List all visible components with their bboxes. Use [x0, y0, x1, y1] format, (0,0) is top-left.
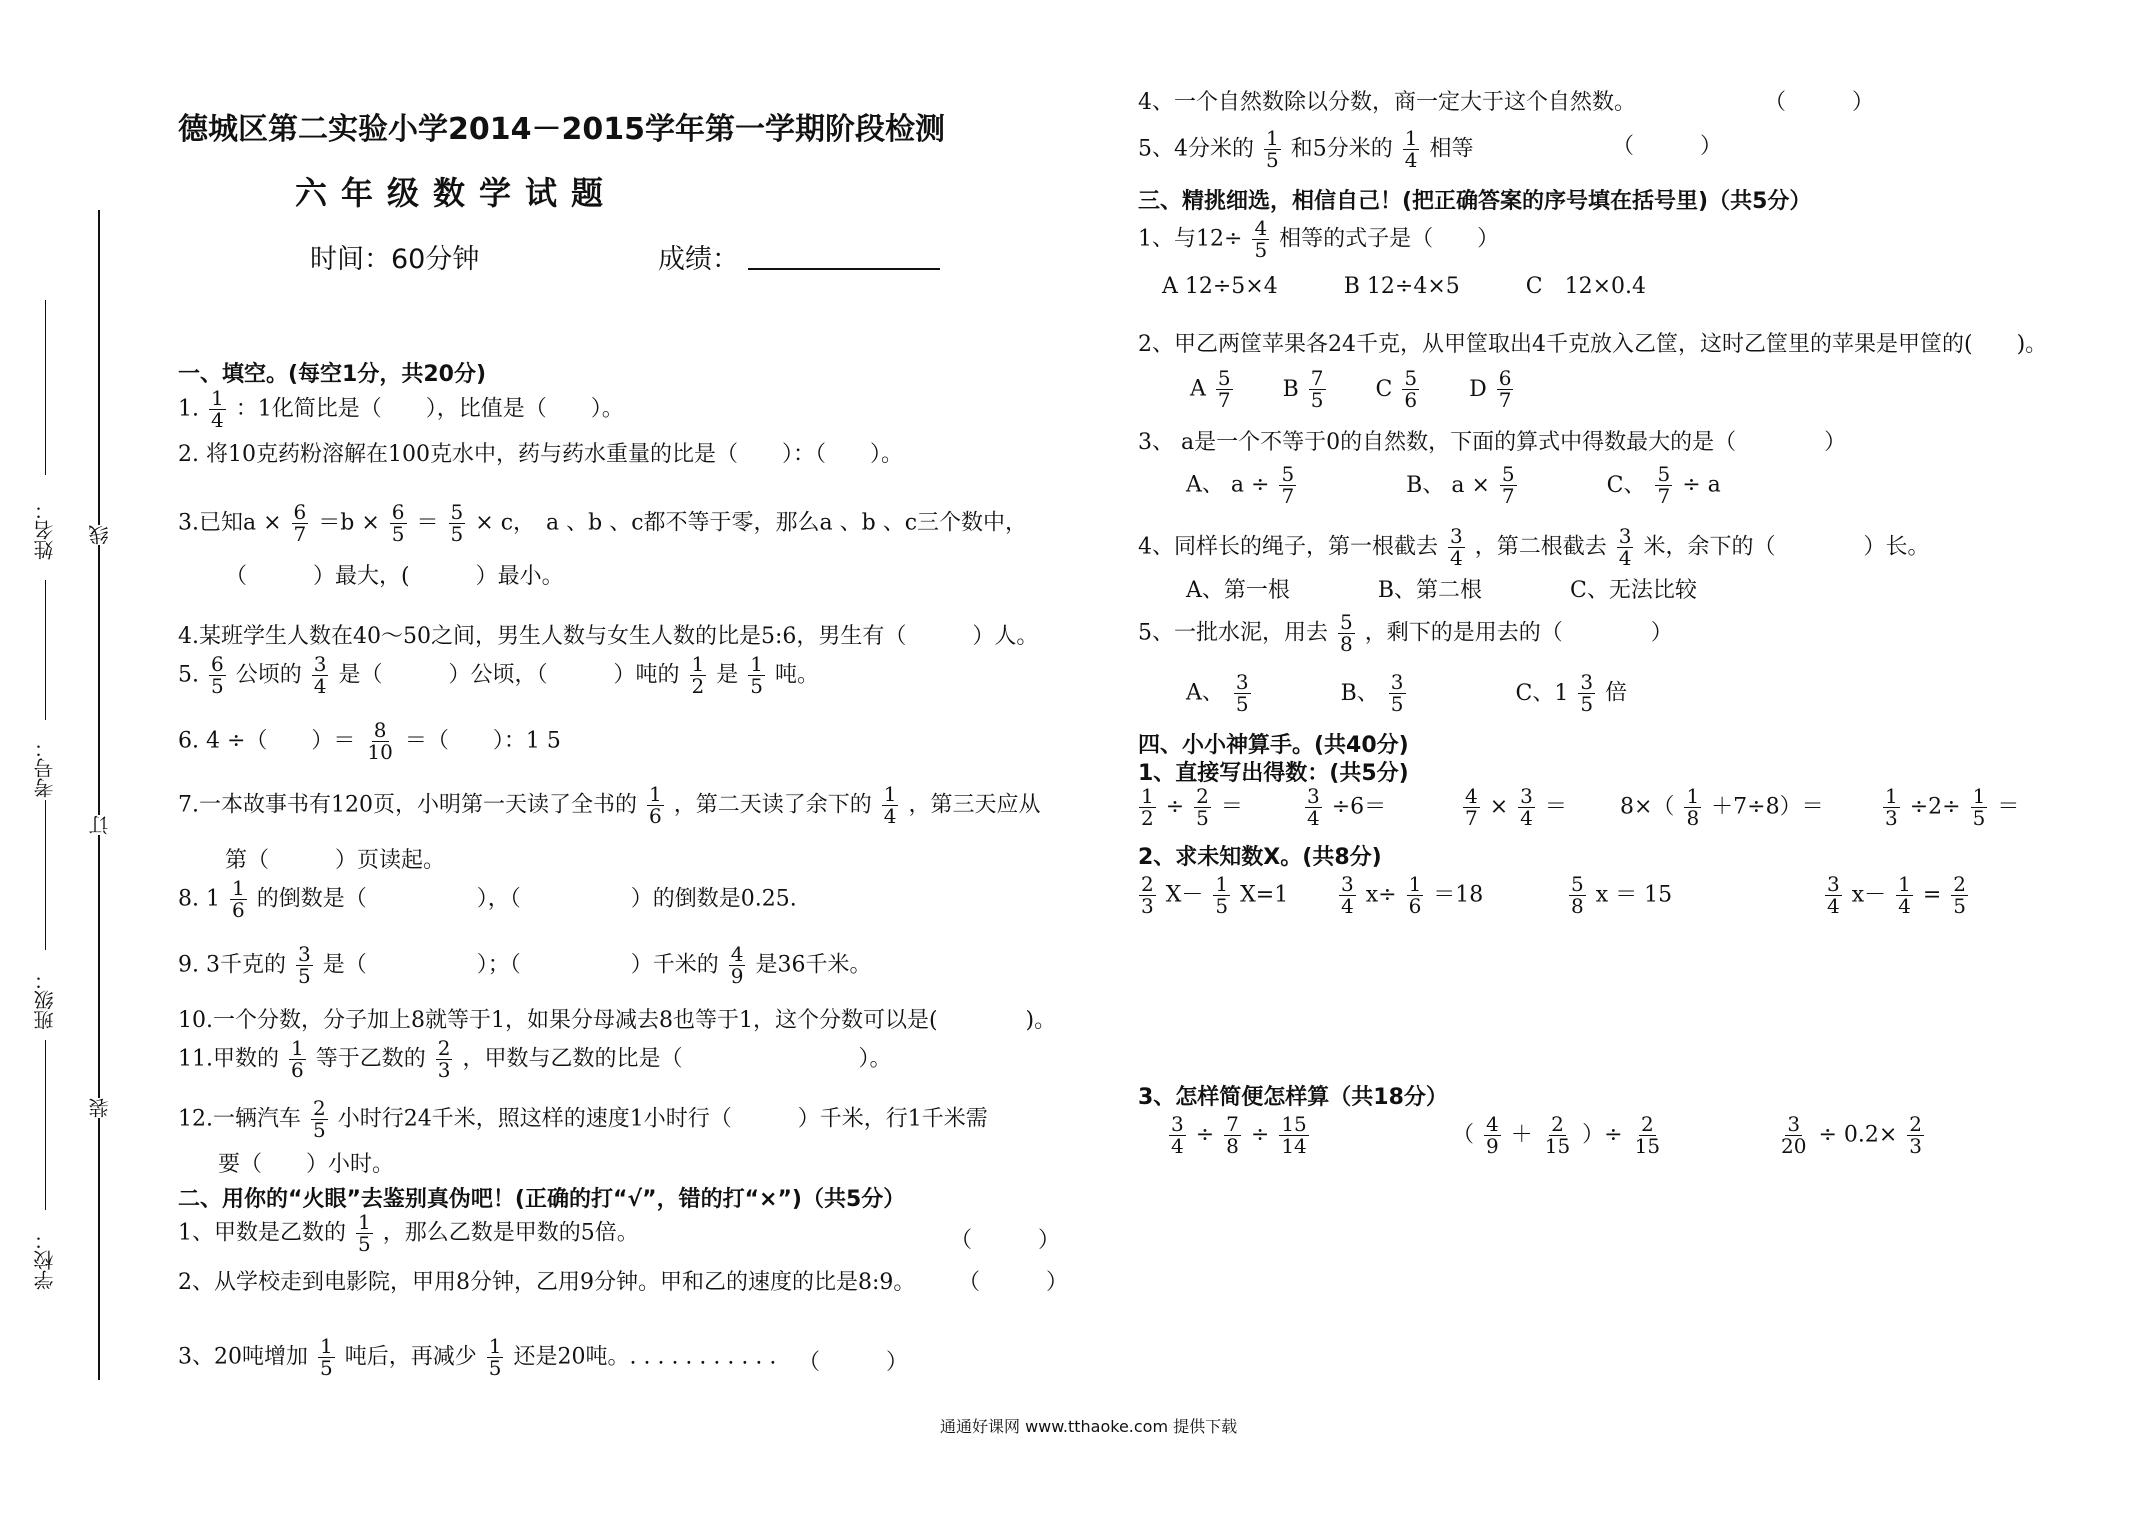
fraction: $\frac{4}{5}$: [1254, 216, 1268, 262]
fraction: $\frac{3}{4}$: [1827, 872, 1840, 918]
s2-q1: 1、甲数是乙数的 $\frac{1}{5}$ ，那么乙数是甲数的5倍。: [178, 1210, 639, 1256]
s4-direct-3: $\frac{4}{7}$ × $\frac{3}{4}$ ＝: [1465, 784, 1567, 830]
fraction: $\frac{5}{7}$: [1501, 462, 1515, 508]
s3-q4-options: A、第一根 B、第二根 C、无法比较: [1186, 578, 1697, 603]
fraction: $\frac{5}{5}$: [450, 500, 464, 546]
s1-q7: 7.一本故事书有120页，小明第一天读了全书的 $\frac{1}{6}$ ，第二天读了余下的 $\frac{1}{4}$ ，第三天应从: [178, 782, 1041, 828]
s2-q1-paren[interactable]: （ ）: [950, 1228, 1061, 1253]
footer: 通通好课网 www.tthaoke.com 提供下载: [940, 1417, 1238, 1436]
exam-time: 时间：60分钟: [310, 244, 480, 275]
fraction: $\frac{7}{8}$: [1226, 1112, 1239, 1158]
fraction: $\frac{1}{5}$: [1972, 784, 1986, 830]
fraction: $\frac{1}{4}$: [211, 386, 224, 432]
fraction: $\frac{7}{5}$: [1310, 366, 1324, 412]
section2-heading: 二、用你的“火眼”去鉴别真伪吧！(正确的打“√”，错的打“×”)（共5分）: [178, 1187, 906, 1212]
s4-simplify-2: （ $\frac{4}{9}$ ＋ $\frac{2}{15}$ ）÷ $\frac{2}{15}$: [1452, 1112, 1661, 1158]
class-blank[interactable]: [45, 800, 46, 950]
fraction: $\frac{2}{5}$: [313, 1096, 326, 1142]
fraction: $\frac{5}{7}$: [1217, 366, 1231, 412]
fraction: $\frac{1}{2}$: [691, 652, 705, 698]
fraction: $\frac{3}{4}$: [313, 652, 327, 698]
s4-solve-3: $\frac{5}{8}$ x ＝ 15: [1571, 872, 1673, 918]
fraction: $\frac{15}{14}$: [1281, 1112, 1307, 1158]
fraction: $\frac{1}{5}$: [488, 1334, 502, 1380]
fraction: $\frac{4}{9}$: [1486, 1112, 1499, 1158]
fraction: $\frac{1}{5}$: [750, 652, 763, 698]
s4-direct-5: $\frac{1}{3}$ ÷2÷ $\frac{1}{5}$ ＝: [1885, 784, 2020, 830]
fraction: $\frac{2}{5}$: [1196, 784, 1209, 830]
fraction: $\frac{2}{3}$: [1909, 1112, 1923, 1158]
fraction: $\frac{1}{5}$: [358, 1210, 371, 1256]
exam-title: 德城区第二实验小学2014－2015学年第一学期阶段检测: [178, 112, 945, 147]
s3-q5: 5、一批水泥，用去 $\frac{5}{8}$ ，剩下的是用去的（ ）: [1138, 610, 1673, 656]
section4-heading: 四、小小神算手。(共40分): [1138, 733, 1409, 758]
fraction: $\frac{2}{3}$: [1141, 872, 1154, 918]
s4-simplify-1: $\frac{3}{4}$ ÷ $\frac{7}{8}$ ÷ $\frac{15}{14}$: [1171, 1112, 1307, 1158]
s4-simplify-3: $\frac{3}{20}$ ÷ 0.2× $\frac{2}{3}$: [1781, 1112, 1923, 1158]
s1-q6: 6. 4 ÷（ ）＝ $\frac{8}{10}$ ＝（ ）：1 5: [178, 718, 561, 764]
s1-q5: 5. $\frac{6}{5}$ 公顷的 $\frac{3}{4}$ 是（ ）公顷，（ ）吨的 $\frac{1}{2}$ 是 $\frac{1}{5}$ 吨。: [178, 652, 819, 698]
exam-no-label: 考号：: [33, 738, 57, 798]
exam-no-blank[interactable]: [45, 580, 46, 720]
s1-q3: 3.已知a × $\frac{6}{7}$ ＝b × $\frac{6}{5}$ ＝ $\frac{5}{5}$ × c， a 、b 、c都不等于零，那么a 、b 、c三个数中，: [178, 500, 1028, 546]
fraction: $\frac{1}{6}$: [648, 782, 662, 828]
s2-q3: 3、20吨增加 $\frac{1}{5}$ 吨后，再减少 $\frac{1}{5}$ 还是20吨。. . . . . . . . . . .: [178, 1334, 777, 1380]
fraction: $\frac{1}{4}$: [883, 782, 897, 828]
school-blank[interactable]: [45, 1040, 46, 1210]
fraction: $\frac{1}{8}$: [1686, 784, 1700, 830]
s3-q1: 1、与12÷ $\frac{4}{5}$ 相等的式子是（ ）: [1138, 216, 1500, 262]
fraction: $\frac{1}{6}$: [291, 1036, 304, 1082]
fraction: $\frac{3}{4}$: [1520, 784, 1533, 830]
s4-solve-1: $\frac{2}{3}$ X－ $\frac{1}{5}$ X=1: [1141, 872, 1289, 918]
fraction: $\frac{1}{5}$: [1266, 126, 1279, 172]
s2-q3-paren[interactable]: （ ）: [798, 1350, 909, 1375]
s2-q5: 5、4分米的 $\frac{1}{5}$ 和5分米的 $\frac{1}{4}$ 相等: [1138, 126, 1474, 172]
s1-q12: 12.一辆汽车 $\frac{2}{5}$ 小时行24千米，照这样的速度1小时行（ ）千米，行1千米需: [178, 1096, 988, 1142]
fraction: $\frac{3}{20}$: [1781, 1112, 1807, 1158]
s3-q4: 4、同样长的绳子，第一根截去 $\frac{3}{4}$ ，第二根截去 $\frac{3}{4}$ 米，余下的（ ）长。: [1138, 524, 1930, 570]
s4-solve-4: $\frac{3}{4}$ x－ $\frac{1}{4}$ = $\frac{2}{5}$: [1827, 872, 1967, 918]
s4-sub1: 1、直接写出得数：(共5分): [1138, 761, 1409, 786]
s3-q1-options: A 12÷5×4 B 12÷4×5 C 12×0.4: [1162, 274, 1647, 299]
fraction: $\frac{1}{2}$: [1141, 784, 1154, 830]
s2-q4: 4、一个自然数除以分数，商一定大于这个自然数。: [1138, 90, 1636, 115]
section3-heading: 三、精挑细选，相信自己！(把正确答案的序号填在括号里)（共5分）: [1138, 189, 1812, 214]
class-label: 班级：: [33, 970, 57, 1030]
fraction: $\frac{8}{10}$: [367, 718, 393, 764]
s3-q2: 2、甲乙两筐苹果各24千克，从甲筐取出4千克放入乙筐，这时乙筐里的苹果是甲筐的( )。: [1138, 332, 2048, 357]
s3-q2-options: A $\frac{5}{7}$ B $\frac{7}{5}$ C $\frac{5}{6}$ D $\frac{6}{7}$: [1190, 366, 1512, 412]
exam-subtitle: 六年级数学试题: [295, 174, 618, 212]
fraction: $\frac{5}{8}$: [1571, 872, 1584, 918]
s3-q3: 3、 a是一个不等于0的自然数，下面的算式中得数最大的是（ ）: [1138, 430, 1847, 455]
score-label: 成绩：: [658, 244, 739, 275]
fraction: $\frac{1}{6}$: [1408, 872, 1422, 918]
s1-q10: 10.一个分数，分子加上8就等于1，如果分母减去8也等于1，这个分数可以是( )。: [178, 1008, 1057, 1033]
fraction: $\frac{1}{6}$: [231, 876, 245, 922]
fraction: $\frac{1}{3}$: [1885, 784, 1898, 830]
fraction: $\frac{3}{5}$: [297, 942, 311, 988]
s1-q4: 4.某班学生人数在40～50之间，男生人数与女生人数的比是5:6，男生有（ ）人。: [178, 624, 1039, 649]
fraction: $\frac{3}{5}$: [1580, 670, 1594, 716]
fraction: $\frac{3}{4}$: [1450, 524, 1463, 570]
fraction: $\frac{4}{7}$: [1465, 784, 1478, 830]
s1-q7-line2: 第（ ）页读起。: [225, 848, 446, 873]
fraction: $\frac{3}{4}$: [1618, 524, 1632, 570]
fraction: $\frac{6}{5}$: [391, 500, 405, 546]
fraction: $\frac{5}{6}$: [1404, 366, 1418, 412]
binding-line-mark: 线: [85, 525, 114, 545]
score-blank[interactable]: [748, 268, 940, 270]
s4-solve-2: $\frac{3}{4}$ x÷ $\frac{1}{6}$ ＝18: [1341, 872, 1484, 918]
fraction: $\frac{6}{7}$: [1498, 366, 1512, 412]
binding-zhuang-mark: 装: [85, 1098, 114, 1118]
s2-q2-paren[interactable]: （ ）: [958, 1270, 1069, 1295]
s1-q3-line2: （ ）最大，( ）最小。: [225, 564, 564, 589]
s2-q4-paren[interactable]: （ ）: [1764, 90, 1875, 115]
fraction: $\frac{1}{4}$: [1898, 872, 1911, 918]
s4-sub2: 2、求未知数X。(共8分): [1138, 845, 1382, 870]
s1-q9: 9. 3千克的 $\frac{3}{5}$ 是（ ）；（ ）千米的 $\frac{4}{9}$ 是36千米。: [178, 942, 872, 988]
fraction: $\frac{6}{7}$: [293, 500, 307, 546]
s3-q5-options: A、 $\frac{3}{5}$ B、 $\frac{3}{5}$ C、1 $\frac{3}{5}$ 倍: [1186, 670, 1628, 716]
name-blank[interactable]: [45, 300, 46, 475]
binding-line: [98, 210, 100, 1380]
fraction: $\frac{3}{5}$: [1390, 670, 1404, 716]
s4-sub3: 3、怎样简便怎样算（共18分）: [1138, 1085, 1448, 1110]
fraction: $\frac{2}{15}$: [1634, 1112, 1661, 1158]
s4-direct-4: 8×（ $\frac{1}{8}$ ＋7÷8）＝: [1620, 784, 1824, 830]
s2-q5-paren[interactable]: （ ）: [1612, 134, 1723, 159]
s1-q8: 8. 1 $\frac{1}{6}$ 的倒数是（ ），（ ）的倒数是0.25.: [178, 876, 797, 922]
fraction: $\frac{3}{4}$: [1307, 784, 1320, 830]
s4-direct-1: $\frac{1}{2}$ ÷ $\frac{2}{5}$ ＝: [1141, 784, 1243, 830]
fraction: $\frac{5}{7}$: [1657, 462, 1671, 508]
fraction: $\frac{1}{5}$: [320, 1334, 333, 1380]
s4-direct-2: $\frac{3}{4}$ ÷6＝: [1307, 784, 1387, 830]
fraction: $\frac{6}{5}$: [211, 652, 224, 698]
s1-q1: 1. $\frac{1}{4}$ ：1化简比是（ ），比值是（ ）。: [178, 386, 624, 432]
name-label: 姓名：: [33, 500, 57, 560]
fraction: $\frac{5}{7}$: [1281, 462, 1295, 508]
section1-heading: 一、填空。(每空1分，共20分): [178, 362, 487, 387]
fraction: $\frac{2}{5}$: [1953, 872, 1967, 918]
fraction: $\frac{1}{4}$: [1404, 126, 1418, 172]
s3-q3-options: A、 a ÷ $\frac{5}{7}$ B、 a × $\frac{5}{7}$ C、 $\frac{5}{7}$ ÷ a: [1186, 462, 1721, 508]
fraction: $\frac{1}{5}$: [1215, 872, 1229, 918]
binding-ding-mark: 订: [85, 815, 114, 835]
fraction: $\frac{3}{4}$: [1171, 1112, 1184, 1158]
fraction: $\frac{4}{9}$: [730, 942, 744, 988]
fraction: $\frac{2}{3}$: [437, 1036, 451, 1082]
s1-q2: 2. 将10克药粉溶解在100克水中，药与药水重量的比是（ ）：（ ）。: [178, 442, 903, 467]
school-label: 学校：: [33, 1230, 57, 1290]
s2-q2: 2、从学校走到电影院，甲用8分钟，乙用9分钟。甲和乙的速度的比是8:9。: [178, 1270, 916, 1295]
fraction: $\frac{3}{5}$: [1235, 670, 1249, 716]
fraction: $\frac{2}{15}$: [1544, 1112, 1571, 1158]
fraction: $\frac{5}{8}$: [1340, 610, 1353, 656]
s1-q11: 11.甲数的 $\frac{1}{6}$ 等于乙数的 $\frac{2}{3}$ ，甲数与乙数的比是（ ）。: [178, 1036, 892, 1082]
fraction: $\frac{3}{4}$: [1341, 872, 1354, 918]
s1-q12-line2: 要（ ）小时。: [218, 1152, 395, 1177]
